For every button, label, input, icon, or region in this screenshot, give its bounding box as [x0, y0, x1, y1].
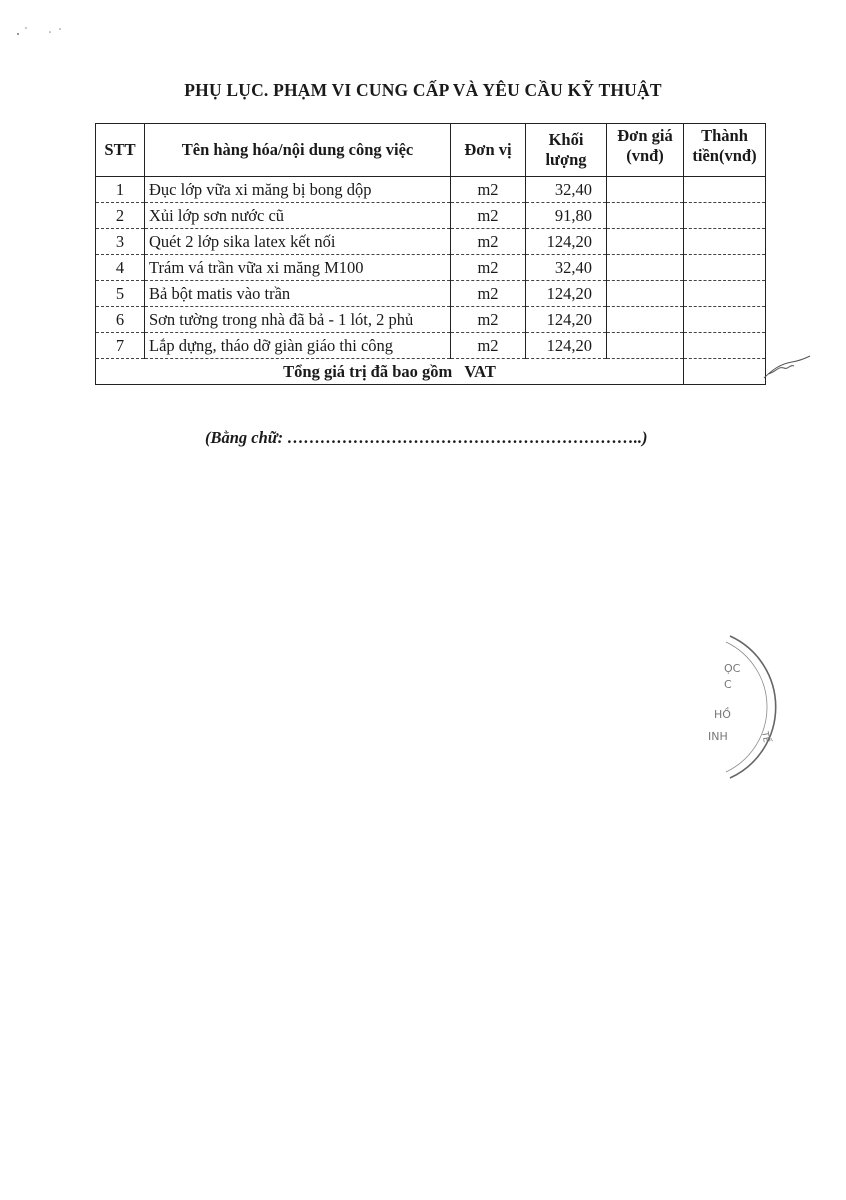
cell-price	[607, 307, 684, 333]
table-row	[96, 255, 766, 281]
header-price-line1: Đơn giá	[617, 126, 673, 145]
table-row	[96, 307, 766, 333]
cell-price	[607, 177, 684, 203]
cell-stt: 1	[96, 177, 145, 203]
cell-price	[607, 333, 684, 359]
header-unit: Đơn vị	[451, 124, 526, 177]
cell-unit: m2	[451, 281, 526, 307]
table-row	[96, 203, 766, 229]
cell-qty: 32,40	[526, 255, 607, 281]
cell-total	[684, 333, 766, 359]
header-stt: STT	[96, 124, 145, 177]
svg-text:ỌC: ỌC	[724, 662, 741, 675]
cell-stt: 7	[96, 333, 145, 359]
cell-name: Lắp dựng, tháo dỡ giàn giáo thi công	[145, 333, 451, 359]
header-price-line2: (vnđ)	[626, 146, 664, 165]
table-row	[96, 333, 766, 359]
table-row	[96, 177, 766, 203]
cell-total	[684, 203, 766, 229]
cell-name: Đục lớp vữa xi măng bị bong dộp	[145, 177, 451, 203]
cell-total	[684, 281, 766, 307]
cell-total	[684, 177, 766, 203]
page-title: PHỤ LỤC. PHẠM VI CUNG CẤP VÀ YÊU CẦU KỸ THUẬT	[184, 80, 662, 100]
table-row	[96, 281, 766, 307]
cell-stt: 2	[96, 203, 145, 229]
cell-qty: 124,20	[526, 333, 607, 359]
svg-text:HỒ: HỒ	[714, 708, 731, 721]
cell-total	[684, 229, 766, 255]
header-price	[607, 124, 684, 177]
svg-text:INH: INH	[708, 730, 728, 743]
cell-price	[607, 229, 684, 255]
stamp-seal	[690, 628, 790, 793]
cell-qty: 124,20	[526, 307, 607, 333]
header-qty-line2: lượng	[545, 150, 587, 169]
header-total-line2: tiền(vnđ)	[692, 146, 757, 165]
cell-total	[684, 255, 766, 281]
signature-mark	[762, 352, 812, 387]
cell-name: Xủi lớp sơn nước cũ	[145, 203, 451, 229]
cell-unit: m2	[451, 307, 526, 333]
total-row	[96, 359, 766, 385]
cell-price	[607, 281, 684, 307]
cell-name: Quét 2 lớp sika latex kết nối	[145, 229, 451, 255]
cell-qty: 124,20	[526, 281, 607, 307]
cell-qty: 91,80	[526, 203, 607, 229]
svg-text:C: C	[724, 678, 732, 691]
cell-unit: m2	[451, 255, 526, 281]
header-total-line1: Thành	[701, 126, 748, 145]
cell-unit: m2	[451, 333, 526, 359]
cell-unit: m2	[451, 203, 526, 229]
table-row	[96, 229, 766, 255]
table-header-row	[96, 124, 766, 177]
cell-total	[684, 307, 766, 333]
cell-name: Trám vá trần vữa xi măng M100	[145, 255, 451, 281]
header-total	[684, 124, 766, 177]
header-qty	[526, 124, 607, 177]
cell-unit: m2	[451, 229, 526, 255]
cell-qty: 32,40	[526, 177, 607, 203]
cell-name: Sơn tường trong nhà đã bả - 1 lót, 2 phủ	[145, 307, 451, 333]
total-value	[684, 359, 766, 385]
header-name: Tên hàng hóa/nội dung công việc	[145, 124, 451, 177]
cell-unit: m2	[451, 177, 526, 203]
total-label: Tổng giá trị đã bao gồm VAT	[96, 359, 684, 385]
cell-price	[607, 203, 684, 229]
cell-stt: 6	[96, 307, 145, 333]
cell-qty: 124,20	[526, 229, 607, 255]
header-qty-line1: Khối	[548, 130, 584, 149]
svg-text:TẾ: TẾ	[759, 730, 771, 744]
amount-in-words: (Bằng chữ: ………………………………………………………..)	[205, 428, 648, 447]
scan-specks	[10, 22, 70, 47]
cell-name: Bả bột matis vào trần	[145, 281, 451, 307]
cell-stt: 3	[96, 229, 145, 255]
cell-stt: 4	[96, 255, 145, 281]
cell-stt: 5	[96, 281, 145, 307]
cell-price	[607, 255, 684, 281]
items-table	[95, 123, 766, 385]
